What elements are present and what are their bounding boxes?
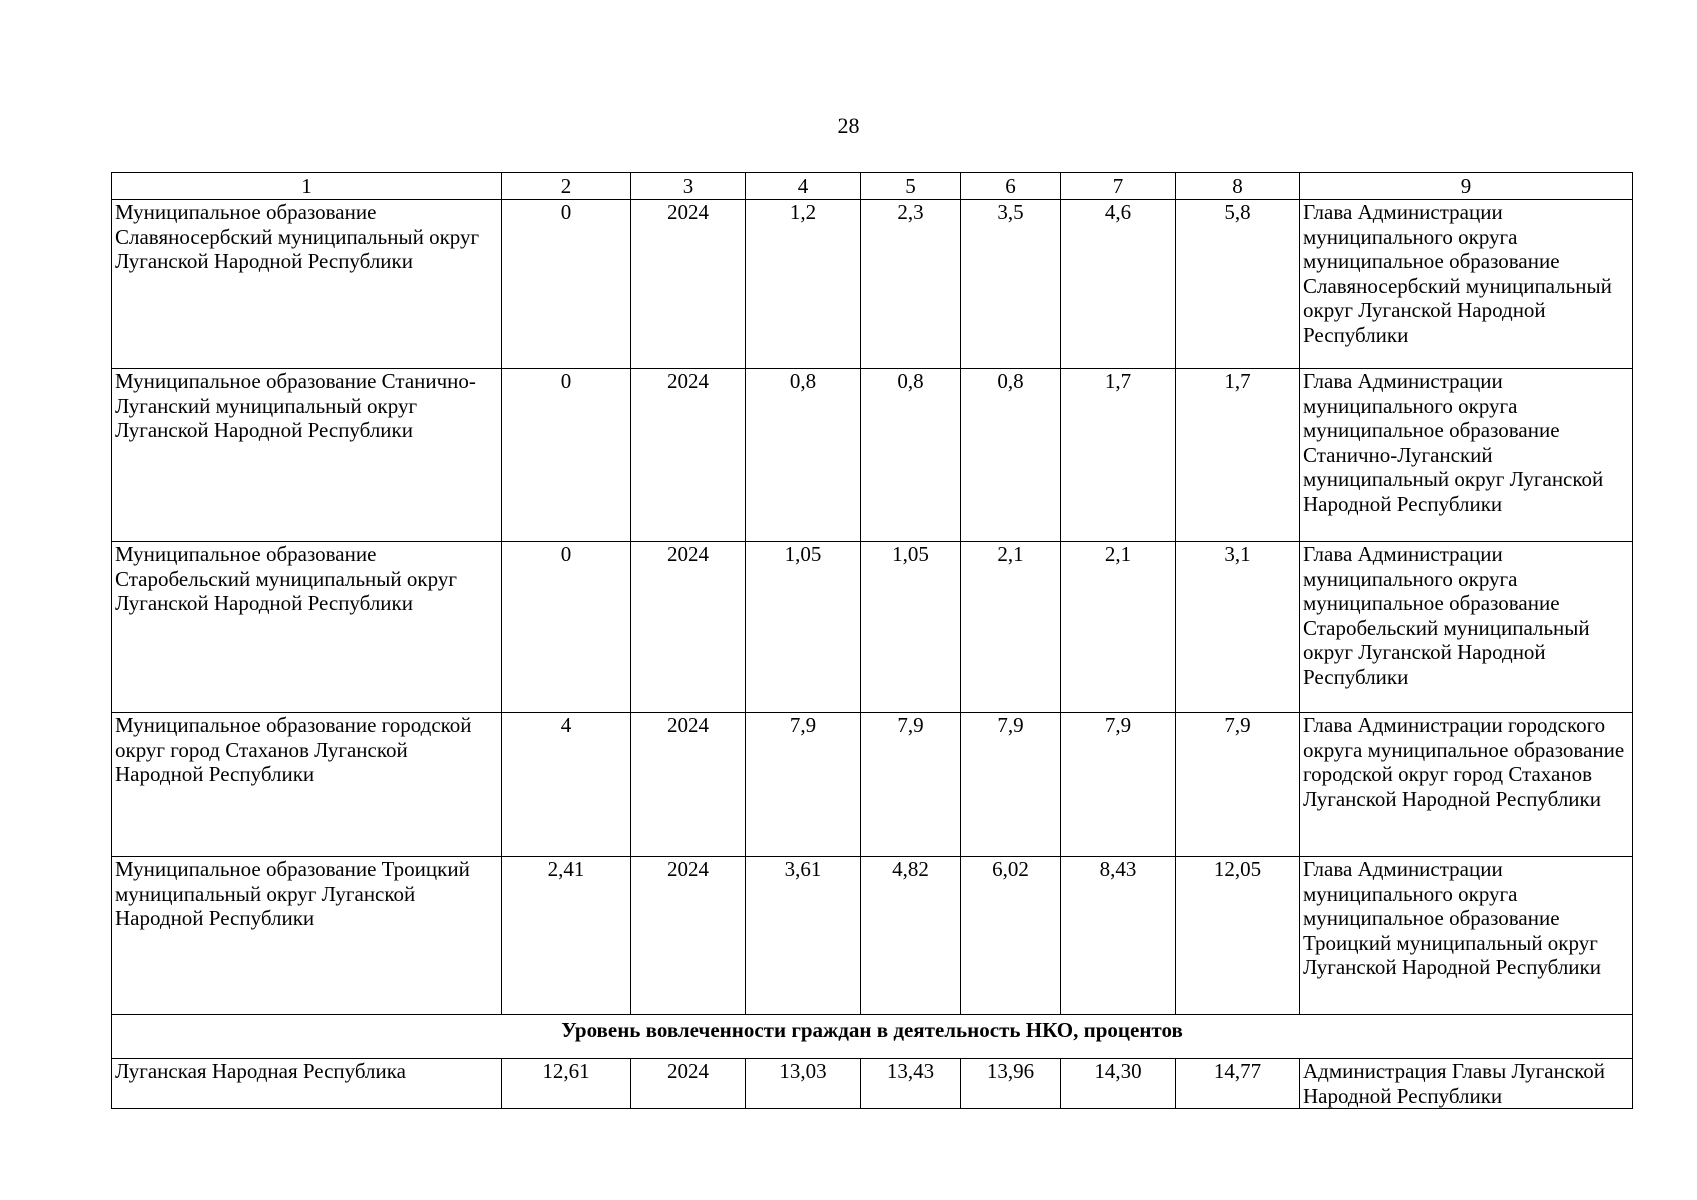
municipality-name: Муниципальное образование Старобельский муниципальный округ Луганской Народной Республики [112,542,502,713]
value-cell: 14,30 [1061,1059,1176,1109]
value-cell: 7,9 [746,713,861,857]
value-cell: 4,82 [861,857,961,1015]
value-cell: 1,2 [746,200,861,369]
value-cell: 1,05 [861,542,961,713]
value-cell: 1,05 [746,542,861,713]
municipality-name: Муниципальное образование городской округ город Стаханов Луганской Народной Республики [112,713,502,857]
value-cell: 3,1 [1176,542,1300,713]
header-cell: 4 [746,173,861,200]
responsible-cell: Администрация Главы Луганской Народной Республики [1300,1059,1633,1109]
value-cell: 8,43 [1061,857,1176,1015]
value-cell: 5,8 [1176,200,1300,369]
value-cell: 13,03 [746,1059,861,1109]
value-cell: 3,61 [746,857,861,1015]
value-cell: 6,02 [961,857,1061,1015]
value-cell: 0,8 [861,369,961,542]
table-row [112,1059,1633,1109]
value-cell: 2024 [631,542,746,713]
value-cell: 14,77 [1176,1059,1300,1109]
table-row [112,542,1633,713]
table-row [112,857,1633,1015]
value-cell: 2,3 [861,200,961,369]
value-cell: 7,9 [1061,713,1176,857]
indicator-table [111,172,1633,1109]
responsible-cell: Глава Администрации муниципального округа муниципальное образование Старобельский муниципальный округ Луганской Народной Республики [1300,542,1633,713]
header-cell: 3 [631,173,746,200]
value-cell: 2024 [631,713,746,857]
value-cell: 13,43 [861,1059,961,1109]
responsible-cell: Глава Администрации муниципального округа муниципальное образование Троицкий муниципальный округ Луганской Народной Республики [1300,857,1633,1015]
value-cell: 2024 [631,200,746,369]
value-cell: 2,41 [502,857,631,1015]
value-cell: 1,7 [1176,369,1300,542]
header-cell: 1 [112,173,502,200]
value-cell: 7,9 [1176,713,1300,857]
value-cell: 7,9 [861,713,961,857]
table-row [112,713,1633,857]
value-cell: 12,05 [1176,857,1300,1015]
responsible-cell: Глава Администрации муниципального округа муниципальное образование Станично-Луганский муниципальный округ Луганской Народной Республики [1300,369,1633,542]
municipality-name: Муниципальное образование Троицкий муниципальный округ Луганской Народной Республики [112,857,502,1015]
page-number: 28 [837,113,860,138]
value-cell: 2024 [631,369,746,542]
value-cell: 2,1 [961,542,1061,713]
header-cell: 9 [1300,173,1633,200]
header-cell: 6 [961,173,1061,200]
value-cell: 1,7 [1061,369,1176,542]
value-cell: 12,61 [502,1059,631,1109]
value-cell: 4 [502,713,631,857]
header-cell: 7 [1061,173,1176,200]
responsible-cell: Глава Администрации городского округа муниципальное образование городской округ город Стаханов Луганской Народной Республики [1300,713,1633,857]
municipality-name: Муниципальное образование Славяносербский муниципальный округ Луганской Народной Республики [112,200,502,369]
value-cell: 2024 [631,857,746,1015]
value-cell: 0 [502,369,631,542]
region-name: Луганская Народная Республика [112,1059,502,1109]
header-cell: 2 [502,173,631,200]
section-title: Уровень вовлеченности граждан в деятельность НКО, процентов [112,1015,1633,1059]
responsible-cell: Глава Администрации муниципального округа муниципальное образование Славяносербский муниципальный округ Луганской Народной Республики [1300,200,1633,369]
value-cell: 13,96 [961,1059,1061,1109]
value-cell: 3,5 [961,200,1061,369]
header-cell: 8 [1176,173,1300,200]
section-header-row [112,1015,1633,1059]
value-cell: 0 [502,200,631,369]
table-row [112,200,1633,369]
value-cell: 2,1 [1061,542,1176,713]
table-row [112,369,1633,542]
value-cell: 0 [502,542,631,713]
value-cell: 7,9 [961,713,1061,857]
table-header-row [112,173,1633,200]
value-cell: 2024 [631,1059,746,1109]
value-cell: 0,8 [961,369,1061,542]
municipality-name: Муниципальное образование Станично-Луганский муниципальный округ Луганской Народной Республики [112,369,502,542]
header-cell: 5 [861,173,961,200]
value-cell: 0,8 [746,369,861,542]
value-cell: 4,6 [1061,200,1176,369]
